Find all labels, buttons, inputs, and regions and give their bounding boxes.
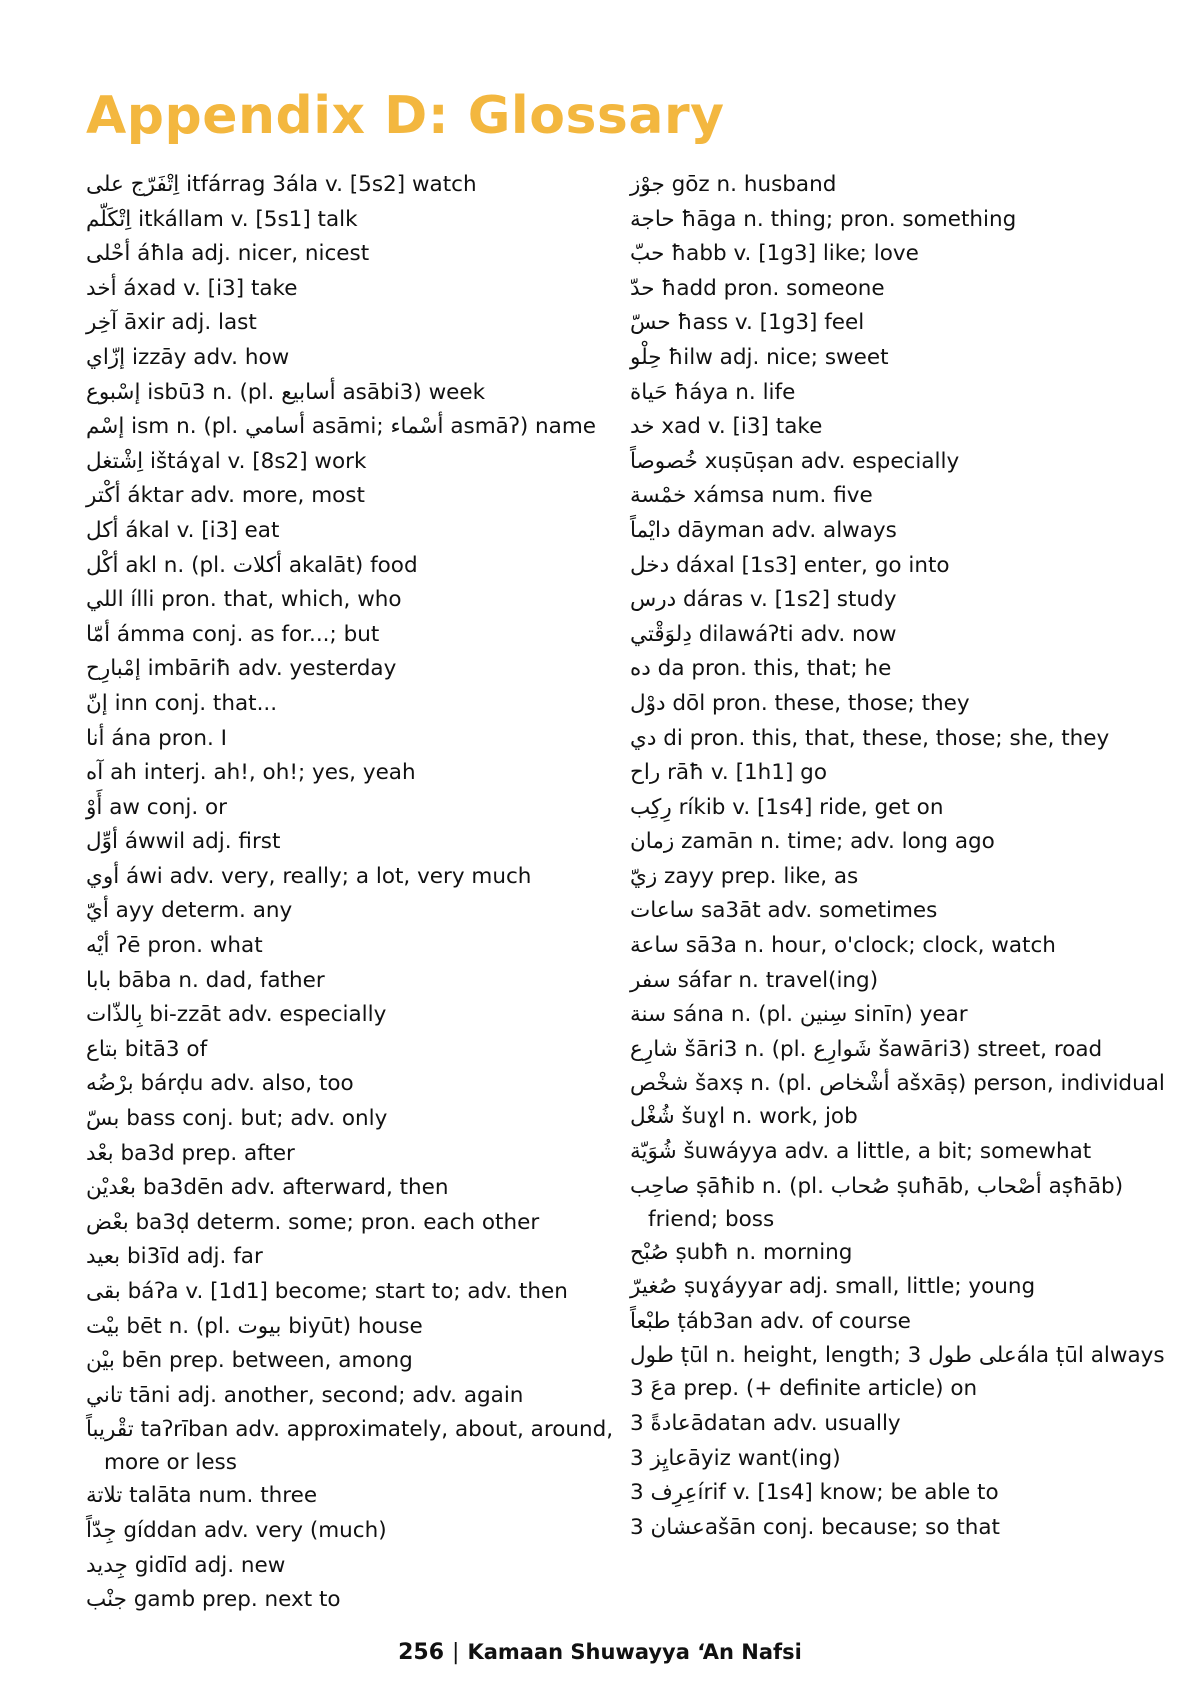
glossary-entry: حدّ ħadd pron. someone — [630, 275, 885, 301]
glossary-entry: صاحِب ṣāħib n. (pl. صُحاب ṣuħāb, أصْحاب aṣħāb) friend; boss — [630, 1173, 1124, 1232]
glossary-entry: عِرِف 3írif v. [1s4] know; be able to — [630, 1480, 999, 1506]
glossary-entry: أيْه ʔē pron. what — [86, 933, 263, 959]
glossary-entry: بيْن bēn prep. between, among — [86, 1348, 413, 1374]
glossary-entry: بعْديْن ba3dēn adv. afterward, then — [86, 1175, 449, 1201]
glossary-entry: بِالذّات bi-zzāt adv. especially — [86, 1002, 387, 1028]
glossary-entry: بسّ bass conj. but; adv. only — [86, 1106, 388, 1132]
glossary-entry: طول ṭūl n. height, length; على طول 3ála ṭūl always — [630, 1343, 1165, 1369]
glossary-entry: جنْب gamb prep. next to — [86, 1587, 341, 1613]
glossary-entry: دخل dáxal [1s3] enter, go into — [630, 552, 950, 578]
glossary-entry: طبْعاً ṭáb3an adv. of course — [630, 1308, 911, 1334]
glossary-entry: دِلوَقْتي dilawáʔti adv. now — [630, 621, 897, 647]
glossary-entry: جوْز gōz n. husband — [630, 172, 837, 197]
glossary-entry: صُبْح ṣubħ n. morning — [630, 1239, 853, 1265]
glossary-entry: بقى báʔa v. [1d1] become; start to; adv. then — [86, 1279, 568, 1304]
glossary-entry: ساعة sā3a n. hour, o'clock; clock, watch — [630, 933, 1056, 959]
glossary-entry: إنّ inn conj. that... — [86, 690, 278, 716]
glossary-entry: أكل ákal v. [i3] eat — [86, 517, 280, 543]
glossary-entry: حسّ ħass v. [1g3] feel — [630, 310, 865, 336]
glossary-entry: تلاتة talāta num. three — [86, 1483, 318, 1509]
glossary-entry: اِتْفَرّج على itfárrag 3ála v. [5s2] watch — [86, 172, 477, 197]
glossary-entry: تقْريباً taʔrīban adv. approximately, about, around, more or less — [86, 1417, 614, 1476]
glossary-entry: بعْض ba3ḍ determ. some; pron. each other — [86, 1209, 540, 1235]
glossary-entry: أخد áxad v. [i3] take — [86, 275, 298, 301]
glossary-entry: أَوْ aw conj. or — [86, 794, 228, 820]
glossary-entry: بيْت bēt n. (pl. بيوت biyūt) house — [86, 1313, 423, 1339]
glossary-entry: أوي áwi adv. very, really; a lot, very much — [86, 863, 532, 889]
glossary-entry: اِشْتغل ištáɣal v. [8s2] work — [86, 448, 367, 474]
glossary-entry: إسْبوع isbū3 n. (pl. أسابيع asābi3) week — [86, 379, 486, 405]
glossary-entry: بتاع bitā3 of — [86, 1036, 208, 1062]
glossary-entry: شُوَيّة šuwáyya adv. a little, a bit; somewhat — [630, 1139, 1092, 1165]
footer-separator: | — [452, 1640, 460, 1665]
glossary-entry: أنا ána pron. I — [86, 725, 227, 751]
glossary-entry: حَياة ħáya n. life — [630, 379, 796, 405]
glossary-entry: ده da pron. this, that; he — [630, 656, 892, 682]
glossary-entry: زمان zamān n. time; adv. long ago — [630, 829, 995, 855]
glossary-entry: أكْل akl n. (pl. أكلات akalāt) food — [86, 552, 418, 578]
glossary-entry: حاجة ħāga n. thing; pron. something — [630, 206, 1017, 232]
glossary-entry: آه ah interj. ah!, oh!; yes, yeah — [86, 760, 416, 786]
glossary-entry: دي di pron. this, that, these, those; she, they — [630, 725, 1110, 751]
glossary-entry: أكْتر áktar adv. more, most — [86, 483, 365, 509]
glossary-entry: صُغيرّ ṣuɣáyyar adj. small, little; young — [630, 1274, 1036, 1300]
glossary-entry: إزّاي izzāy adv. how — [86, 344, 290, 370]
glossary-entry: عَ 3a prep. (+ definite article) on — [630, 1376, 978, 1402]
book-title: Kamaan Shuwayya ‘An Nafsi — [467, 1640, 802, 1664]
glossary-entry: حِلْو ħilw adj. nice; sweet — [630, 344, 889, 370]
glossary-entry: إمْبارِح imbāriħ adv. yesterday — [86, 656, 397, 682]
glossary-entry: خُصوصاً xuṣūṣan adv. especially — [630, 448, 960, 474]
glossary-entry: اِتْكَلّم itkállam v. [5s1] talk — [86, 206, 358, 232]
glossary-column-left — [86, 168, 626, 1618]
glossary-entry: برْضُه bárḍu adv. also, too — [86, 1071, 354, 1097]
glossary-entry: أوِّل áwwil adj. first — [86, 829, 281, 855]
glossary-entry: عادةً 3ādatan adv. usually — [630, 1411, 901, 1436]
glossary-entry: شارِع šāri3 n. (pl. شَوارِع šawāri3) street, road — [630, 1036, 1103, 1062]
page-footer — [0, 1640, 1200, 1665]
glossary-entry: بعْد ba3d prep. after — [86, 1140, 295, 1166]
page-title: Appendix D: Glossary — [86, 86, 725, 146]
glossary-entry: بعيد bi3īd adj. far — [86, 1244, 263, 1270]
glossary-entry: آخِر āxir adj. last — [86, 310, 257, 336]
glossary-entry: اللي ílli pron. that, which, who — [86, 587, 402, 613]
glossary-entry: عشان 3ašān conj. because; so that — [630, 1514, 1000, 1540]
glossary-entry: خد xad v. [i3] take — [630, 414, 823, 440]
glossary-entry: ساعات sa3āt adv. sometimes — [630, 898, 938, 924]
glossary-entry: راح rāħ v. [1h1] go — [630, 760, 827, 786]
glossary-entry: دايْماً dāyman adv. always — [630, 517, 897, 543]
glossary-entry: جِدّاً gíddan adv. very (much) — [86, 1517, 387, 1543]
glossary-entry: حبّ ħabb v. [1g3] like; love — [630, 241, 919, 267]
glossary-entry: دوْل dōl pron. these, those; they — [630, 690, 970, 716]
glossary-entry: زيّ zayy prep. like, as — [630, 863, 859, 889]
glossary-entry: عايِز 3āyiz want(ing) — [630, 1445, 841, 1471]
glossary-entry: رِكِب ríkib v. [1s4] ride, get on — [630, 794, 944, 820]
glossary-entry: أمّا ámma conj. as for...; but — [86, 621, 380, 647]
glossary-entry: أيّ ayy determ. any — [86, 898, 293, 924]
glossary-entry: جِديد gidīd adj. new — [86, 1552, 286, 1578]
glossary-entry: سفر sáfar n. travel(ing) — [630, 967, 879, 993]
glossary-entry: أحْلى áħla adj. nicer, nicest — [86, 241, 370, 267]
glossary-entry: سنة sána n. (pl. سِنين sinīn) year — [630, 1002, 968, 1028]
glossary-entry: خمْسة xámsa num. five — [630, 483, 873, 509]
glossary-entry: تاني tāni adj. another, second; adv. again — [86, 1382, 524, 1408]
glossary-entry: شُغْل šuɣl n. work, job — [630, 1104, 858, 1130]
glossary-entry: إسْم ism n. (pl. أسامي asāmi; أسْماء asmāʔ) name — [86, 414, 597, 440]
glossary-entry: بابا bāba n. dad, father — [86, 967, 325, 993]
glossary-column-right — [630, 168, 1170, 1545]
glossary-entry: درس dáras v. [1s2] study — [630, 587, 897, 613]
page-number: 256 — [398, 1640, 445, 1665]
glossary-entry: شخْص šaxṣ n. (pl. أشْخاص ašxāṣ) person, individual — [630, 1071, 1165, 1097]
